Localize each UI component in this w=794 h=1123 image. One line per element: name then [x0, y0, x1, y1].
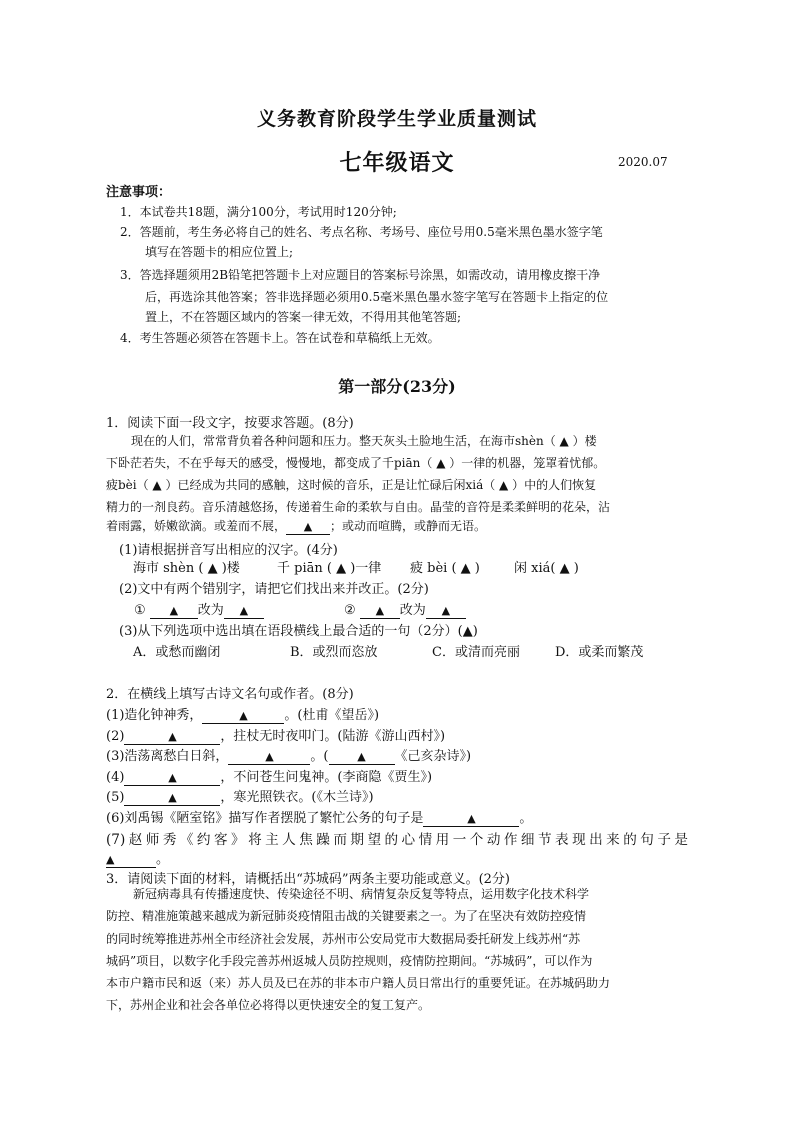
- poem-blank[interactable]: ▲: [106, 853, 156, 868]
- line-text: ，拄杖无时夜叩门。(陆游《游山西村》): [220, 729, 446, 744]
- q1-sub2-answer-2: [344, 599, 466, 619]
- line-text: (5): [106, 790, 125, 805]
- line-text: ，寒光照铁衣。(《木兰诗》): [220, 790, 374, 805]
- answer-number: ②: [344, 603, 356, 618]
- exam-title: 义务教育阶段学生学业质量测试: [256, 108, 537, 130]
- q1-sub1-item: 疲 bèi ( ▲ ): [410, 561, 480, 576]
- line-text: (6)刘禹锡《陋室铭》描写作者摆脱了繁忙公务的句子是: [106, 811, 424, 826]
- q3-passage-line: 防控、精准施策越来越成为新冠肺炎疫情阻击战的关键要素之一。为了在坚决有效防控疫情: [106, 909, 587, 923]
- correct-char-blank[interactable]: ▲: [426, 604, 466, 619]
- q2-line-6: [106, 807, 532, 827]
- line-text: 。(杜甫《望岳》): [284, 708, 380, 723]
- poem-blank[interactable]: ▲: [124, 730, 220, 745]
- wrong-char-blank[interactable]: ▲: [150, 604, 198, 619]
- author-blank[interactable]: ▲: [329, 750, 395, 765]
- q3-passage-line: 本市户籍市民和返（来）苏人员及已在苏的非本市户籍人员日常出行的重要凭证。在苏城码助力: [106, 976, 611, 990]
- q2-line-7-answer: [106, 848, 169, 868]
- q1-stem: 1．阅读下面一段文字，按要求答题。(8分): [106, 416, 354, 431]
- line-text: 《己亥杂诗》): [394, 749, 472, 764]
- notice-item: 3．答选择题须用2B铅笔把答题卡上对应题目的答案标号涂黑，如需改动，请用橡皮擦干净: [120, 268, 601, 282]
- q1-sub1-item: 海市 shèn ( ▲ )楼: [133, 561, 240, 576]
- q2-stem: 2．在横线上填写古诗文名句或作者。(8分): [106, 687, 354, 702]
- poem-blank[interactable]: ▲: [228, 750, 310, 765]
- poem-blank[interactable]: ▲: [202, 709, 284, 724]
- q1-sub1-stem: (1)请根据拼音写出相应的汉字。(4分): [119, 543, 338, 558]
- line-text: (4): [106, 770, 125, 785]
- correction-label: 改为: [197, 603, 224, 618]
- correction-label: 改为: [399, 603, 426, 618]
- section-title: 第一部分(23分): [338, 377, 456, 396]
- poem-blank[interactable]: ▲: [124, 791, 220, 806]
- option-c[interactable]: C．或清而亮丽: [432, 645, 520, 660]
- q1-passage-line: 下卧茫若失，不在乎每天的感受，慢慢地，都变成了千piān（ ▲ ）一律的机器，笼罩着忧郁。: [106, 456, 606, 470]
- notice-item: 后，再选涂其他答案；答非选择题必须用0.5毫米黑色墨水签字笔写在答题卡上指定的位: [145, 290, 609, 304]
- q1-passage-line: 精力的一剂良药。音乐清越悠扬，传递着生命的柔软与自由。晶莹的音符是柔柔鲜明的花朵，沾: [106, 500, 611, 514]
- answer-number: ①: [134, 603, 146, 618]
- q3-stem: 3．请阅读下面的材料，请概括出“苏城码”两条主要功能或意义。(2分): [106, 872, 510, 887]
- q1-passage-seg: 着雨露，娇嫩欲滴。或羞而不展，: [106, 519, 287, 533]
- line-text: ，不问苍生问鬼神。(李商隐《贾生》): [220, 770, 433, 785]
- q2-line-5: [106, 786, 374, 806]
- q1-passage-line: 疲bèi（ ▲ ）已经成为共同的感触，这时候的音乐，正是让忙碌后闲xiá（ ▲ ）中的人们恢复: [106, 478, 597, 492]
- wrong-char-blank[interactable]: ▲: [360, 604, 400, 619]
- q2-line-2: [106, 725, 445, 745]
- line-text: 。: [156, 852, 170, 867]
- q3-passage-line: 城码”项目，以数字化手段完善苏州返城人员防控规则，疫情防控期间。“苏城码”，可以作为: [106, 954, 593, 968]
- q1-sub1-item: 千 piān ( ▲ )一律: [277, 561, 382, 576]
- notice-item: 置上，不在答题区域内的答案一律无效，不得用其他笔答题;: [145, 310, 462, 324]
- notice-heading: 注意事项：: [106, 185, 172, 200]
- q1-sub1-item: 闲 xiá( ▲ ): [514, 561, 579, 576]
- line-text: (1)造化钟神秀，: [106, 708, 203, 723]
- correct-char-blank[interactable]: ▲: [224, 604, 264, 619]
- line-text: 。: [519, 811, 533, 826]
- line-text: (3)浩荡离愁白日斜，: [106, 749, 229, 764]
- q1-passage-line: 现在的人们，常常背负着各种问题和压力。整天灰头土脸地生活，在海市shèn（ ▲ ）楼: [131, 434, 597, 448]
- exam-subtitle: 七年级语文: [339, 150, 455, 176]
- notice-item: 4．考生答题必须答在答题卡上。答在试卷和草稿纸上无效。: [120, 331, 440, 345]
- q2-line-3: [106, 745, 471, 765]
- poem-blank[interactable]: ▲: [423, 812, 519, 827]
- exam-date: 2020.07: [618, 155, 668, 169]
- q1-passage-last: [106, 515, 486, 537]
- notice-item: 填写在答题卡的相应位置上;: [145, 245, 294, 259]
- notice-item: 1．本试卷共18题，满分100分，考试用时120分钟;: [120, 205, 397, 219]
- q3-passage-line: 的同时统筹推进苏州全市经济社会发展，苏州市公安局党市大数据局委托研发上线苏州“苏: [106, 932, 581, 946]
- q1-sub2-stem: (2)文中有两个错别字，请把它们找出来并改正。(2分): [119, 582, 429, 597]
- line-text: (2): [106, 729, 125, 744]
- q2-line-7: (7)赵师秀《约客》将主人焦躁而期望的心情用一个动作细节表现出来的句子是: [106, 832, 688, 848]
- notice-item: 2．答题前，考生务必将自己的姓名、考点名称、考场号、座位号用0.5毫米黑色墨水签字笔: [120, 225, 603, 239]
- q2-line-4: [106, 766, 432, 786]
- q3-passage-line: 新冠病毒具有传播速度快、传染途径不明、病情复杂反复等特点，运用数字化技术科学: [133, 887, 590, 901]
- poem-blank[interactable]: ▲: [124, 771, 220, 786]
- q1-passage-seg: ；或动而喧腾，或静而无语。: [330, 519, 487, 533]
- option-a[interactable]: A．或愁而幽闭: [133, 645, 221, 660]
- q3-passage-line: 下，苏州企业和社会各单位必将得以更快速安全的复工复产。: [106, 998, 431, 1012]
- option-d[interactable]: D．或柔而繁茂: [555, 645, 644, 660]
- q1-sub2-answer-1: [134, 599, 264, 619]
- line-text: 。(: [310, 749, 329, 764]
- option-b[interactable]: B．或烈而恣放: [290, 645, 378, 660]
- q2-line-1: [106, 704, 379, 724]
- q1-passage-blank[interactable]: ▲: [286, 520, 330, 535]
- q1-sub3-stem: (3)从下列选项中选出填在语段横线上最合适的一句（2分）(▲): [119, 624, 478, 639]
